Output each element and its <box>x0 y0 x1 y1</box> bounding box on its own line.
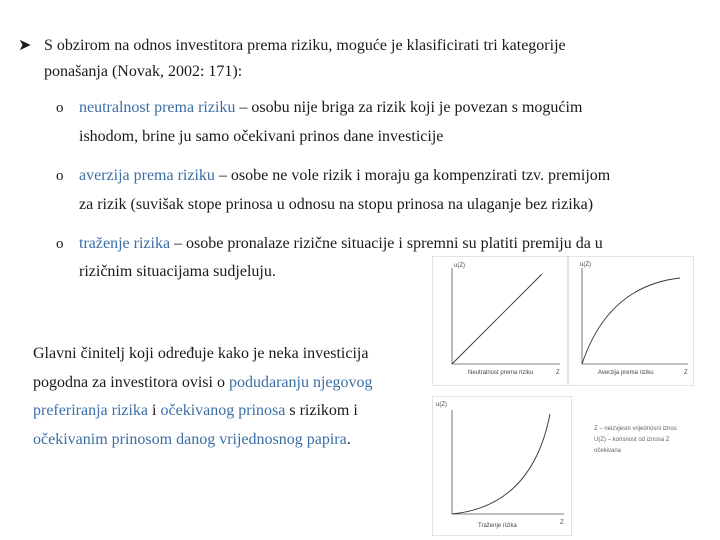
paragraph-text: pogodna za investitora ovisi o <box>33 374 229 391</box>
paragraph-line-2 <box>33 373 373 393</box>
graph-seeking <box>432 396 572 536</box>
legend-line-3: očekivana <box>594 448 622 454</box>
item-3-line-1 <box>79 234 603 254</box>
paragraph-highlight: preferiranja rizika <box>33 402 149 419</box>
item-1-line-1 <box>79 98 582 118</box>
graph-aversion <box>568 256 694 386</box>
graph-seeking-xlabel: Z <box>560 520 564 526</box>
item-2-rest: – osobe ne vole rizik i moraju ga kompenzirati tzv. premijom <box>214 167 611 184</box>
graph-seeking-ylabel: u(Z) <box>436 402 447 408</box>
graph-neutral <box>432 256 568 386</box>
graph-aversion-ylabel: u(Z) <box>580 262 591 268</box>
item-3-rest: – osobe pronalaze rizične situacije i spremni su platiti premiju da u <box>170 235 603 252</box>
graph-neutral-caption: Neutralnost prema riziku <box>468 370 534 376</box>
paragraph-highlight: podudaranju njegovog <box>228 374 373 391</box>
circle-bullet-icon: o <box>56 168 64 184</box>
paragraph-text: s rizikom i <box>285 402 358 419</box>
graph-neutral-xlabel: Z <box>556 370 560 376</box>
graph-seeking-caption: Traženje rizika <box>478 523 517 529</box>
legend-line-1: Z – neizvjesni vrijednosni iznos <box>594 426 677 432</box>
paragraph-highlight: očekivanog prinosa <box>160 402 286 419</box>
circle-bullet-icon: o <box>56 236 64 252</box>
graph-legend <box>594 424 677 457</box>
paragraph-line-4 <box>33 430 351 450</box>
item-2-line-2: za rizik (suvišak stope prinosa u odnosu na stopu prinosa na ulaganje bez rizika) <box>79 196 594 213</box>
intro-line-2: ponašanja (Novak, 2002: 171): <box>44 63 243 80</box>
item-2-term: averzija prema riziku <box>79 167 215 184</box>
graph-aversion-xlabel: Z <box>684 370 688 376</box>
paragraph-line-3 <box>33 401 358 421</box>
graph-neutral-ylabel: u(Z) <box>454 263 465 269</box>
item-3-term: traženje rizika <box>79 235 171 252</box>
paragraph-text: . <box>346 431 351 448</box>
item-3-line-2: rizičnim situacijama sudjeluju. <box>79 263 276 280</box>
item-2-line-1 <box>79 166 610 186</box>
item-1-rest: – osobu nije briga za rizik koji je povezan s mogućim <box>235 99 583 116</box>
graph-aversion-caption: Averzija prema riziku <box>598 370 654 376</box>
paragraph-text: i <box>148 402 161 419</box>
legend-line-2: U(Z) – korisnost od iznosa Z <box>594 437 670 443</box>
intro-line-1: S obzirom na odnos investitora prema riziku, moguće je klasificirati tri kategorije <box>44 37 566 54</box>
paragraph-highlight: očekivanim prinosom danog vrijednosnog papira <box>33 431 347 448</box>
item-1-term: neutralnost prema riziku <box>79 99 236 116</box>
paragraph-line-1: Glavni činitelj koji određuje kako je neka investicija <box>33 345 369 362</box>
item-1-line-2: ishodom, brine ju samo očekivani prinos dane investicije <box>79 128 444 145</box>
circle-bullet-icon: o <box>56 100 64 116</box>
arrow-bullet-icon: ➤ <box>18 37 32 54</box>
